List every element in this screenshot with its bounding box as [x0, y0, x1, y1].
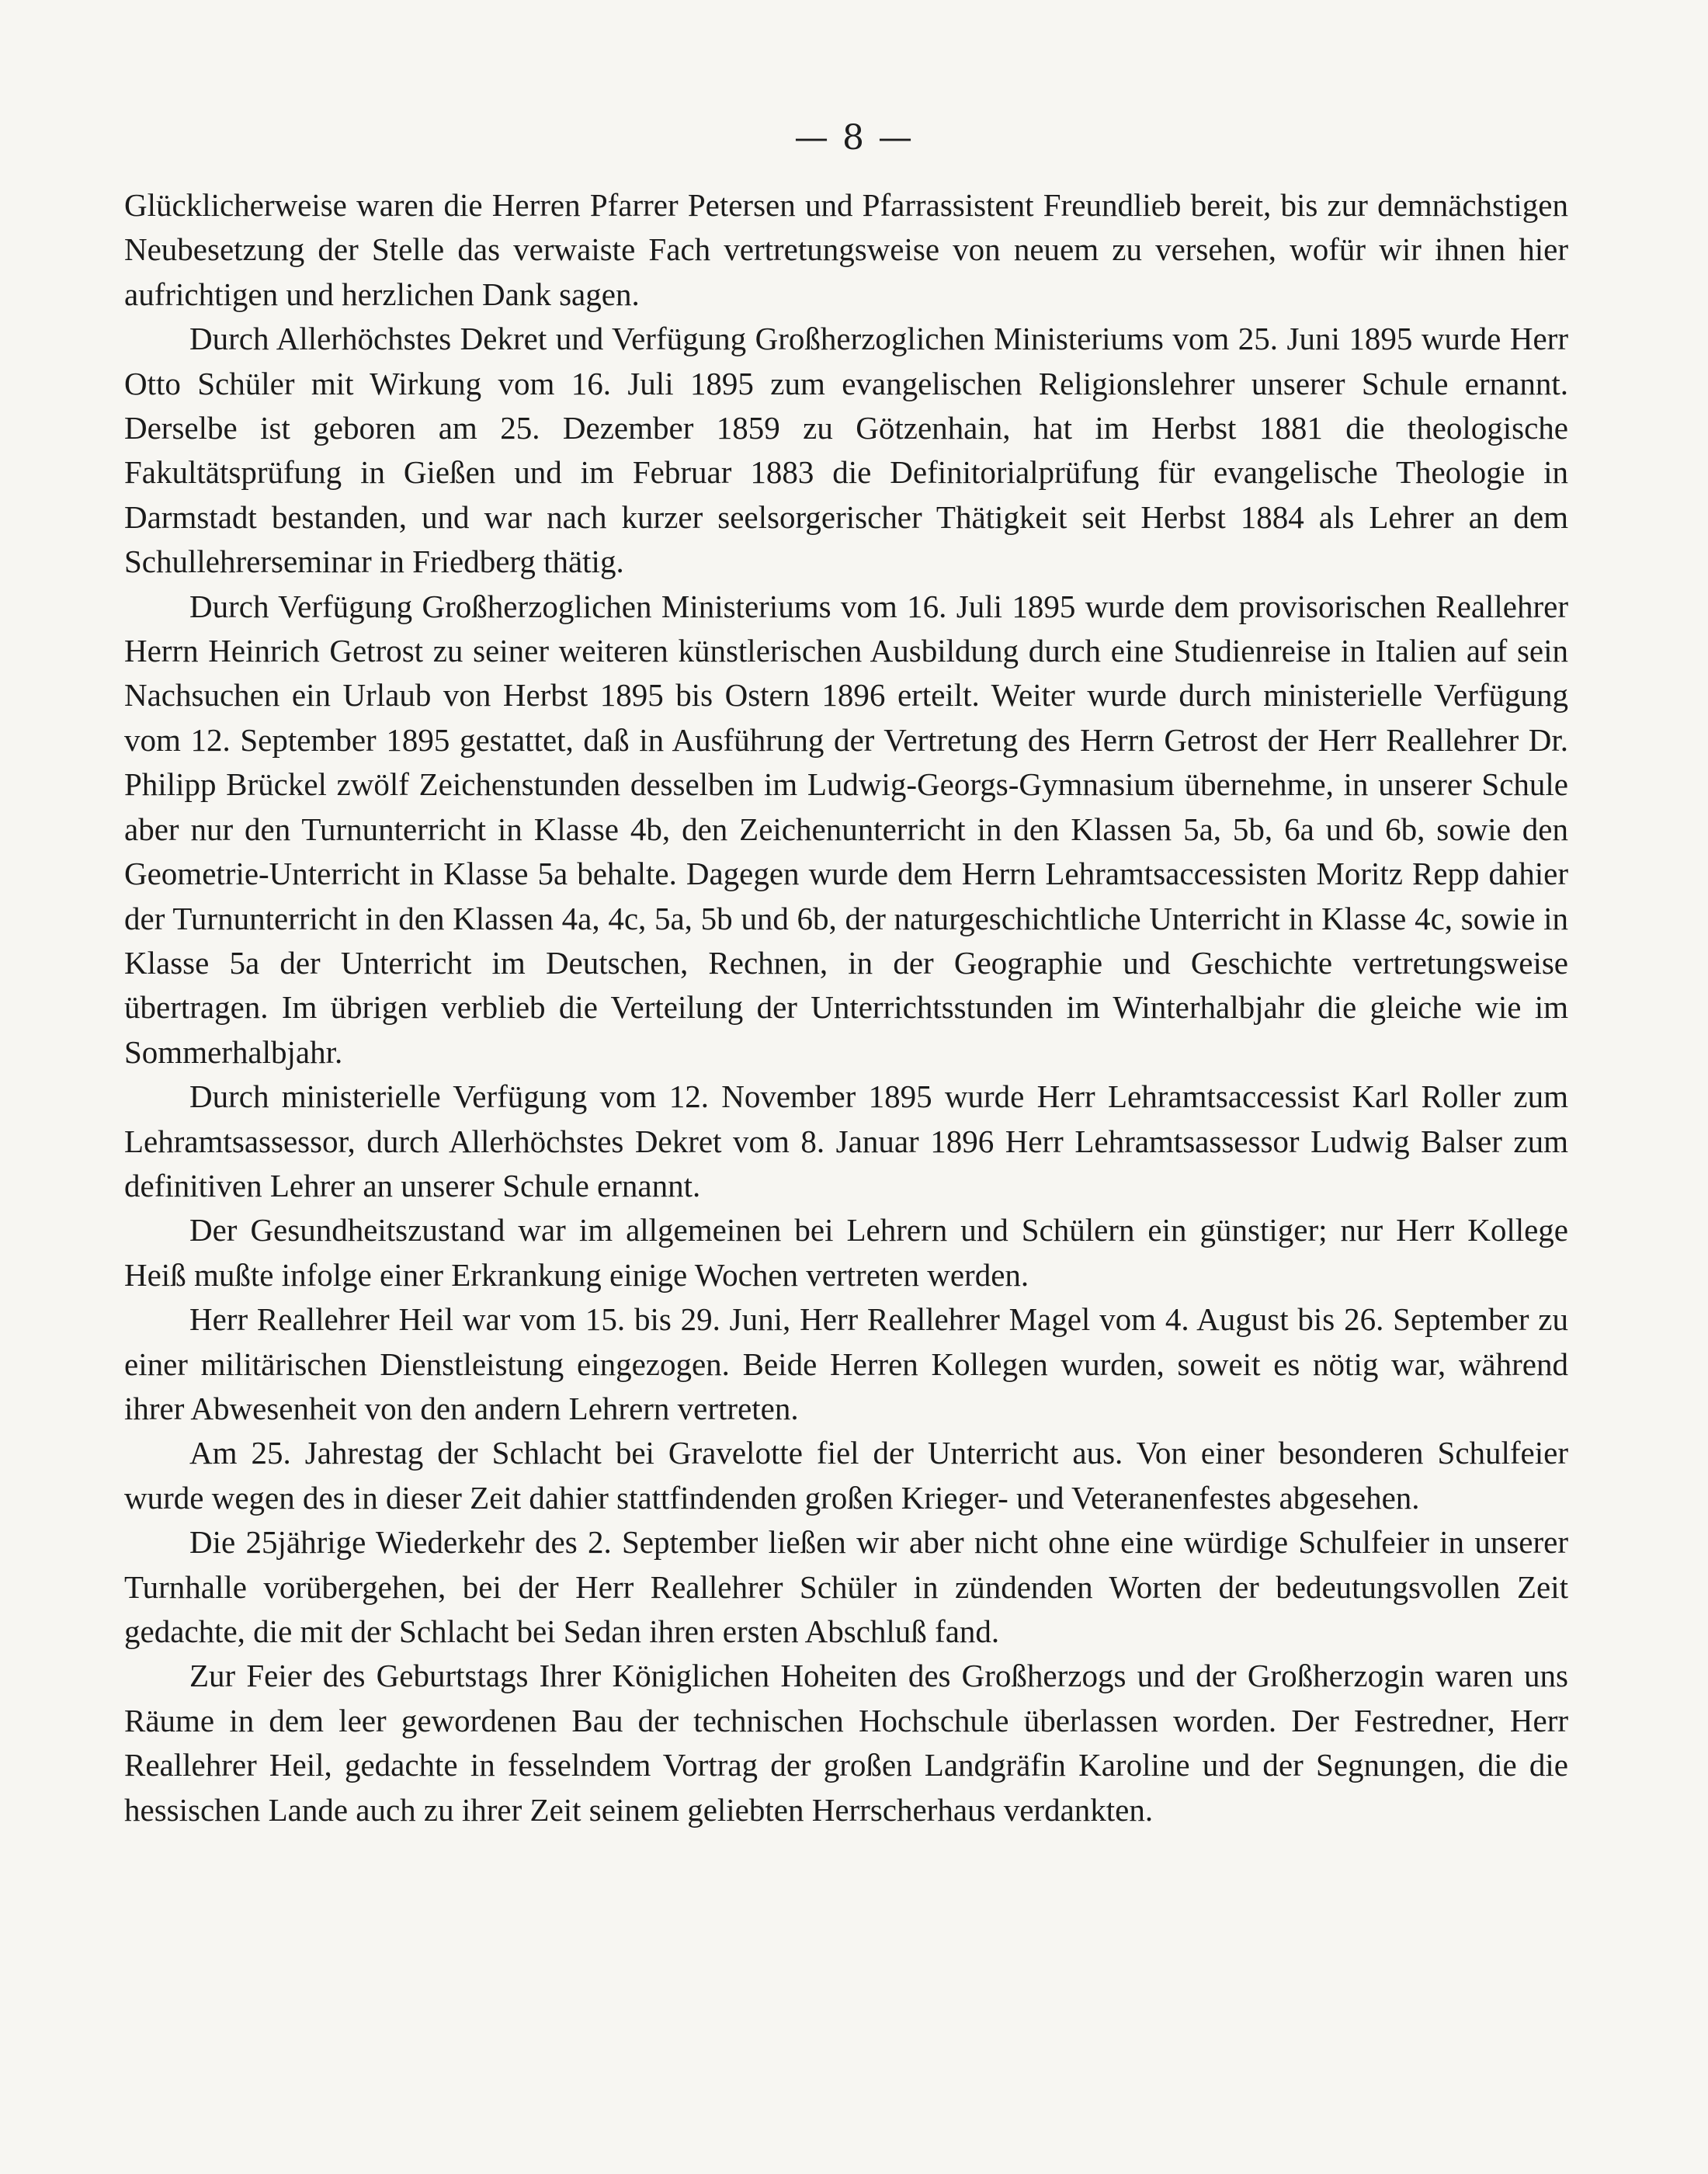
body-text	[124, 183, 1568, 1832]
paragraph-4: Durch ministerielle Verfügung vom 12. November 1895 wurde Herr Lehramtsaccessist Karl Roller zum Lehramtsassessor, durch Allerhöchstes Dekret vom 8. Januar 1896 Herr Lehramtsassessor Ludwig Balser zum definitiven Lehrer an unserer Schule ernannt.	[124, 1078, 1568, 1203]
paragraph-7: Am 25. Jahrestag der Schlacht bei Gravelotte fiel der Unterricht aus. Von einer besonderen Schulfeier wurde wegen des in dieser Zeit dahier stattfindenden großen Krieger- und Veteranenfestes abgesehen.	[124, 1435, 1568, 1516]
paragraph-3: Durch Verfügung Großherzoglichen Ministeriums vom 16. Juli 1895 wurde dem provisorischen Reallehrer Herrn Heinrich Getrost zu seiner weiteren künstlerischen Ausbildung durch eine Studienreise in Italien auf sein Nachsuchen ein Urlaub von Herbst 1895 bis Ostern 1896 erteilt. Weiter wurde durch ministerielle Verfügung vom 12. September 1895 gestattet, daß in Ausführung der Vertretung des Herrn Getrost der Herr Reallehrer Dr. Philipp Brückel zwölf Zeichenstunden desselben im Ludwig-Georgs-Gymnasium übernehme, in unserer Schule aber nur den Turnunterricht in Klasse 4b, den Zeichenunterricht in den Klassen 5a, 5b, 6a und 6b, sowie den Geometrie-Unterricht in Klasse 5a behalte. Dagegen wurde dem Herrn Lehramtsaccessisten Moritz Repp dahier der Turnunterricht in den Klassen 4a, 4c, 5a, 5b und 6b, der naturgeschichtliche Unterricht in Klasse 4c, sowie in Klasse 5a der Unterricht im Deutschen, Rechnen, in der Geographie und Geschichte vertretungsweise übertragen. Im übrigen verblieb die Verteilung der Unterrichtsstunden im Winterhalbjahr die gleiche wie im Sommerhalbjahr.	[124, 588, 1568, 1070]
paragraph-9: Zur Feier des Geburtstags Ihrer Königlichen Hoheiten des Großherzogs und der Großherzogin waren uns Räume in dem leer gewordenen Bau der technischen Hochschule überlassen worden. Der Festredner, Herr Reallehrer Heil, gedachte in fesselndem Vortrag der großen Landgräfin Karoline und der Segnungen, die die hessischen Lande auch zu ihrer Zeit seinem geliebten Herrscherhaus verdankten.	[124, 1658, 1568, 1828]
paragraph-6: Herr Reallehrer Heil war vom 15. bis 29. Juni, Herr Reallehrer Magel vom 4. August bis 26. September zu einer militärischen Dienstleistung eingezogen. Beide Herren Kollegen wurden, soweit es nötig war, während ihrer Abwesenheit von den andern Lehrern vertreten.	[124, 1301, 1568, 1426]
paragraph-8: Die 25jährige Wiederkehr des 2. September ließen wir aber nicht ohne eine würdige Schulfeier in unserer Turnhalle vorübergehen, bei der Herr Reallehrer Schüler in zündenden Worten der bedeutungsvollen Zeit gedachte, die mit der Schlacht bei Sedan ihren ersten Abschluß fand.	[124, 1524, 1568, 1649]
paragraph-1: Glücklicherweise waren die Herren Pfarrer Petersen und Pfarrassistent Freundlieb bereit, bis zur demnächstigen Neubesetzung der Stelle das verwaiste Fach vertretungsweise von neuem zu versehen, wofür wir ihnen hier aufrichtigen und herzlichen Dank sagen.	[124, 187, 1568, 312]
paragraph-5: Der Gesundheitszustand war im allgemeinen bei Lehrern und Schülern ein günstiger; nur Herr Kollege Heiß mußte infolge einer Erkrankung einige Wochen vertreten werden.	[124, 1212, 1568, 1293]
paragraph-2: Durch Allerhöchstes Dekret und Verfügung Großherzoglichen Ministeriums vom 25. Juni 1895 wurde Herr Otto Schüler mit Wirkung vom 16. Juli 1895 zum evangelischen Religionslehrer unserer Schule ernannt. Derselbe ist geboren am 25. Dezember 1859 zu Götzenhain, hat im Herbst 1881 die theologische Fakultätsprüfung in Gießen und im Februar 1883 die Definitorialprüfung für evangelische Theologie in Darmstadt bestanden, und war nach kurzer seelsorgerischer Thätigkeit seit Herbst 1884 als Lehrer an dem Schullehrerseminar in Friedberg thätig.	[124, 321, 1568, 580]
page-number: — 8 —	[794, 118, 914, 158]
